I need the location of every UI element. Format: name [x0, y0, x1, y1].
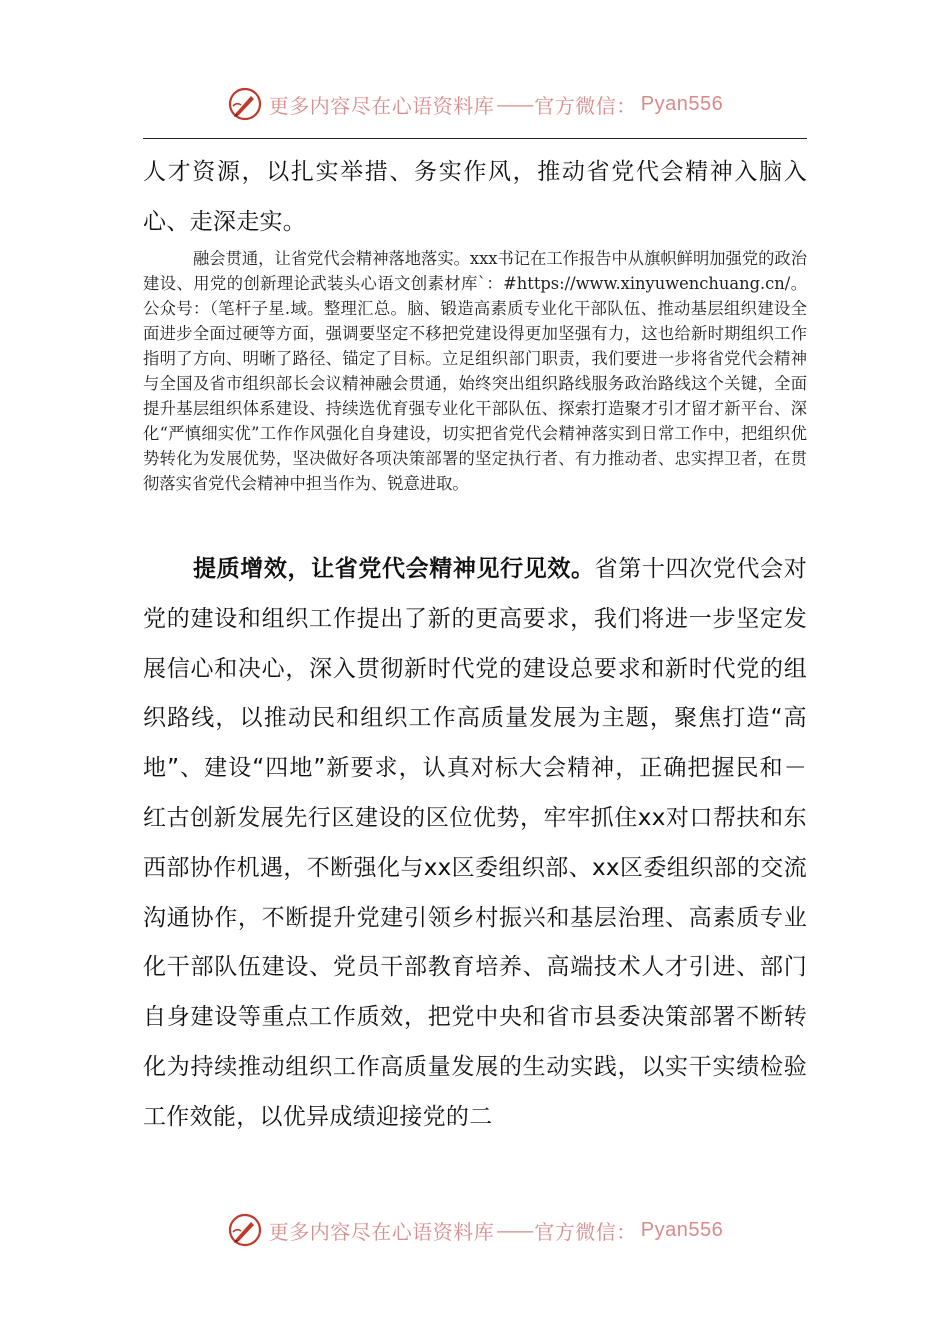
footer-contact-label: 官方微信：	[534, 1219, 637, 1244]
footer-site-text: 更多内容尽在心语资料库	[268, 1219, 495, 1244]
paragraph-quality	[143, 545, 807, 1143]
footer-banner	[0, 1208, 950, 1252]
header-separator: ——	[496, 92, 533, 116]
footer-contact-handle: Pyan556	[640, 1218, 724, 1241]
header-contact-label: 官方微信：	[534, 93, 637, 118]
pen-in-circle-logo-icon	[227, 86, 263, 122]
paragraph-continuation: 人才资源，以扎实举措、务实作风，推动省党代会精神入脑入心、走深走实。	[143, 159, 807, 235]
paragraph-small-print: 融会贯通，让省党代会精神落地落实。xxx书记在工作报告中从旗帜鲜明加强党的政治建设、用党的创新理论武装头心语文创素材库`：#https://www.xinyuwenchuang.cn/。公众号：（笔杆子星.域。整理汇总。脑、锻造高素质专业化干部队伍、推动基层组织建设全面进步全面过硬等方面，强调要坚定不移把党建设得更加坚强有力，这也给新时期组织工作指明了方向、明晰了路径、锚定了目标。立足组织部门职责，我们要进一步将省党代会精神与全国及省市组织部长会议精神融会贯通，始终突出组织路线服务政治路线这个关键，全面提升基层组织体系建设、持续选优育强专业化干部队伍、探索打造聚才引才留才新平台、深化“严慎细实优”工作作风强化自身建设，切实把省党代会精神落实到日常工作中，把组织优势转化为发展优势，坚决做好各项决策部署的坚定执行者、有力推动者、忠实捍卫者，在贯彻落实省党代会精神中担当作为、锐意进取。	[143, 249, 807, 493]
header-site-text: 更多内容尽在心语资料库	[268, 93, 495, 118]
footer-separator: ——	[496, 1218, 533, 1242]
paragraph-body: 省第十四次党代会对党的建设和组织工作提出了新的更高要求，我们将进一步坚定发展信心和决心，深入贯彻新时代党的建设总要求和新时代党的组织路线，以推动民和组织工作高质量发展为主题，聚焦打造“高地”、建设“四地”新要求，认真对标大会精神，正确把握民和－红古创新发展先行区建设的区位优势，牢牢抓住xx对口帮扶和东西部协作机遇，不断强化与xx区委组织部、xx区委组织部的交流沟通协作，不断提升党建引领乡村振兴和基层治理、高素质专业化干部队伍建设、党员干部教育培养、高端技术人才引进、部门自身建设等重点工作质效，把党中央和省市县委决策部署不断转化为持续推动组织工作高质量发展的生动实践，以实干实绩检验工作效能，以优异成绩迎接党的二	[143, 556, 807, 1130]
paragraph-heading: 提质增效，让省党代会精神见行见效。	[193, 556, 595, 582]
header-contact-handle: Pyan556	[640, 92, 724, 115]
pen-in-circle-logo-icon	[227, 1212, 263, 1248]
header-divider	[143, 138, 807, 139]
header-banner	[0, 82, 950, 126]
